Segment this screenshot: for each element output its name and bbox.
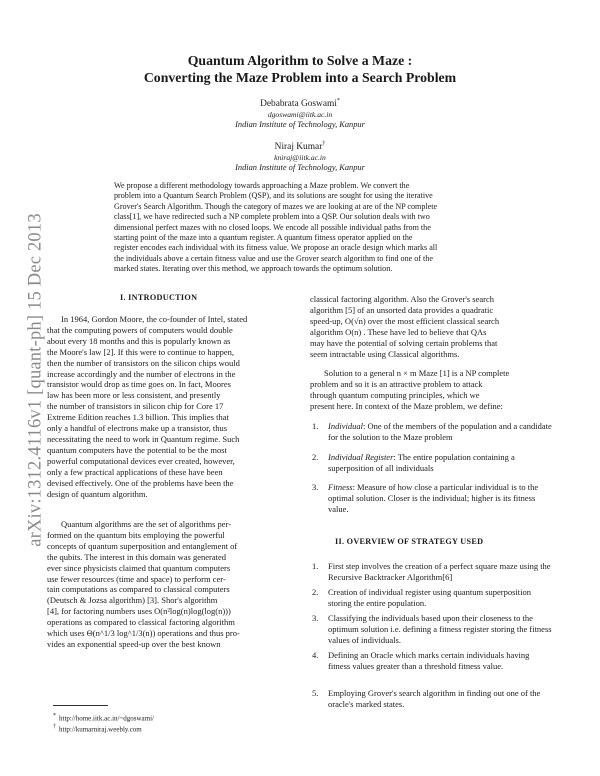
author-block-2 bbox=[150, 139, 450, 174]
text-line: through quantum computing principles, which we bbox=[310, 389, 480, 400]
arxiv-identifier-stamp: arXiv:1312.4116v1 [quant-ph] 15 Dec 2013 bbox=[25, 213, 46, 547]
text-line: powerful computational devices ever created, however, bbox=[47, 455, 235, 466]
strategy-step-1 bbox=[312, 561, 552, 587]
list-number: 1. bbox=[312, 561, 319, 571]
footnote-separator bbox=[53, 705, 108, 706]
text-line: In 1964, Gordon Moore, the co-founder of Intel, stated bbox=[61, 314, 248, 324]
text-line: problem and so it is an attractive problem to attack bbox=[310, 378, 483, 389]
step-text: Creation of individual register using quantum superposition storing the entire population. bbox=[328, 587, 532, 608]
text-line: the qubits. The interest in this domain was generated bbox=[47, 551, 227, 562]
author-footnote-mark: * bbox=[336, 98, 340, 104]
definition-item-3 bbox=[312, 482, 552, 518]
text-line: the number of transistors in silicon chip for Core 17 bbox=[47, 401, 224, 412]
abstract-line: register encodes each individual with its fitness value. We propose an oracle design which marks all bbox=[114, 243, 438, 253]
text-line: transistor would drop as time goes on. In fact, Moores bbox=[47, 379, 231, 390]
intro-paragraph-2 bbox=[47, 519, 321, 650]
intro-paragraph-1 bbox=[47, 314, 321, 499]
list-number: 2. bbox=[312, 452, 319, 462]
list-number: 2. bbox=[312, 587, 319, 597]
text-line: that the computing powers of computers would double bbox=[47, 324, 233, 335]
abstract-line: the individuals above a certain fitness value and use the Grover search algorithm to find one of the bbox=[114, 253, 433, 263]
text-line: formed on the quantum bits employing the powerful bbox=[47, 529, 225, 540]
text-line: seem intractable using Classical algorithms. bbox=[310, 348, 460, 359]
abstract-line: problem into a Quantum Search Problem (QSP), and its solutions are sought for using the iterative bbox=[114, 191, 433, 201]
text-line: devised effectively. One of the problems have been the bbox=[47, 477, 234, 488]
author-institution: Indian Institute of Technology, Kanpur bbox=[235, 163, 365, 173]
text-line: use fewer resources (time and space) to perform cer- bbox=[47, 573, 226, 584]
author-email: kniraj@iitk.ac.in bbox=[274, 152, 326, 162]
strategy-step-2 bbox=[312, 587, 552, 613]
text-line: Quantum algorithms are the set of algorithms per- bbox=[61, 519, 232, 529]
section-heading-overview: II. OVERVIEW OF STRATEGY USED bbox=[335, 537, 484, 546]
list-number: 4. bbox=[312, 650, 319, 660]
paper-title bbox=[100, 52, 500, 86]
footnote-1 bbox=[53, 712, 154, 723]
author-block-1 bbox=[150, 96, 450, 131]
text-line: speed-up, O(√n) over the most efficient classical search bbox=[310, 315, 500, 326]
text-line: operations as compared to classical factoring algorithm bbox=[47, 617, 235, 628]
strategy-step-4 bbox=[312, 650, 552, 686]
abstract-line: dimensional perfect mazes with no closed loops. We encode all possible individual paths from the bbox=[114, 222, 431, 232]
definition-term: Individual bbox=[328, 421, 363, 431]
text-line: ever since physicists claimed that quantum computers bbox=[47, 562, 231, 573]
text-line: which uses Θ(n^1/3 log^1/3(n)) operations and thus pro- bbox=[47, 628, 240, 639]
definition-text: : Measure of how close a particular individual is to the optimal solution. Closer is the individual; higher is its fitness value. bbox=[328, 482, 539, 514]
step-text: Classifying the individuals based upon their closeness to the optimum solution i.e. defining a fitness register storing the fitness values of individuals. bbox=[328, 613, 552, 645]
text-line: [4], for factoring numbers uses O(n²log(n)log(log(n))) bbox=[47, 606, 231, 617]
definition-term: Individual Register bbox=[328, 452, 394, 462]
text-line: vides an exponential speed-up over the best known bbox=[47, 638, 221, 649]
text-line: algorithm [5] of an unsorted data provides a quadratic bbox=[310, 304, 494, 315]
text-line: concepts of quantum superposition and entanglement of bbox=[47, 540, 238, 551]
footnote-mark: † bbox=[53, 724, 56, 730]
list-number: 3. bbox=[312, 613, 319, 623]
author-name: Debabrata Goswami bbox=[260, 99, 337, 110]
text-line: increase accordingly and the number of electrons in the bbox=[47, 368, 236, 379]
text-line: the Moore's law [2]. If this were to continue to happen, bbox=[47, 346, 235, 357]
abstract-line: marked states. Iterating over this method, we approach towards the optimum solution. bbox=[114, 264, 393, 274]
text-line: only a few practical applications of these have been bbox=[47, 466, 223, 477]
definition-item-1 bbox=[312, 421, 552, 447]
author-institution: Indian Institute of Technology, Kanpur bbox=[235, 120, 365, 130]
text-line: only a handful of electrons make up a transistor, thus bbox=[47, 423, 228, 434]
definition-text: : One of the members of the population and a candidate for the solution to the Maze problem bbox=[328, 421, 552, 442]
strategy-step-5 bbox=[312, 688, 552, 714]
author-footnote-mark: † bbox=[322, 141, 326, 147]
text-line: Extreme Edition reaches 1.3 billion. This implies that bbox=[47, 412, 229, 423]
text-line: design of quantum algorithm. bbox=[47, 488, 148, 499]
footnote-link[interactable]: http://home.iitk.ac.in/~dgoswami/ bbox=[59, 714, 154, 723]
text-line: then the number of transistors on the silicon chips would bbox=[47, 357, 240, 368]
text-line: may have the potential of solving certain problems that bbox=[310, 337, 498, 348]
list-number: 5. bbox=[312, 688, 319, 698]
definition-text: : The entire population containing a superposition of all individuals bbox=[328, 452, 515, 473]
text-line: classical factoring algorithm. Also the Grover's search bbox=[310, 294, 494, 304]
text-line: present here. In context of the Maze problem, we define: bbox=[310, 400, 503, 411]
text-line: about every 18 months and this is popularly known as bbox=[47, 335, 231, 346]
author-name: Niraj Kumar bbox=[274, 142, 323, 153]
intro-paragraph-3 bbox=[310, 294, 553, 359]
text-line: quantum computers have the potential to be the most bbox=[47, 444, 227, 455]
abstract-line: Grover's Search Algorithm. Though the category of mazes we are looking at are of the NP complete bbox=[114, 201, 438, 211]
step-text: Employing Grover's search algorithm in finding out one of the oracle's marked states. bbox=[328, 688, 541, 709]
text-line: Solution to a general n × m Maze [1] is a NP complete bbox=[324, 368, 510, 378]
step-text: Defining an Oracle which marks certain individuals having fitness values greater than a threshold fitness value. bbox=[328, 650, 530, 671]
abstract bbox=[114, 181, 498, 275]
list-number: 1. bbox=[312, 421, 319, 431]
text-line: (Deutsch & Jozsa algorithm) [3]. Shor's algorithm bbox=[47, 595, 218, 606]
section-heading-introduction: I. INTRODUCTION bbox=[120, 293, 198, 302]
footnote-2 bbox=[53, 723, 142, 734]
abstract-line: We propose a different methodology towards approaching a Maze problem. We convert the bbox=[114, 181, 410, 190]
title-line-1: Quantum Algorithm to Solve a Maze : bbox=[187, 53, 413, 68]
definition-term: Fitness bbox=[328, 482, 353, 492]
title-line-2: Converting the Maze Problem into a Search Problem bbox=[143, 70, 457, 85]
intro-paragraph-4 bbox=[310, 368, 553, 412]
abstract-line: class[1], we have redirected such a NP complete problem into a QSP. Our solution deals with two bbox=[114, 212, 430, 222]
author-email: dgoswami@iitk.ac.in bbox=[267, 109, 333, 119]
footnote-link[interactable]: http://kumarniraj.weebly.com bbox=[59, 725, 142, 734]
text-line: law has been more or less consistent, and presently bbox=[47, 390, 221, 401]
text-line: necessitating the need to work in Quantum regime. Such bbox=[47, 433, 240, 444]
abstract-line: starting point of the maze into a quantum register. A quantum fitness operator applied on the bbox=[114, 233, 413, 243]
footnote-mark: * bbox=[53, 713, 56, 719]
strategy-step-3 bbox=[312, 613, 552, 649]
list-number: 3. bbox=[312, 482, 319, 492]
step-text: First step involves the creation of a perfect square maze using the Recursive Backtracker Algorithm[6] bbox=[328, 561, 551, 582]
text-line: algorithm O(n) . These have led to believe that QAs bbox=[310, 326, 487, 337]
definition-item-2 bbox=[312, 452, 552, 478]
text-line: tain computations as compared to classical computers bbox=[47, 584, 230, 595]
